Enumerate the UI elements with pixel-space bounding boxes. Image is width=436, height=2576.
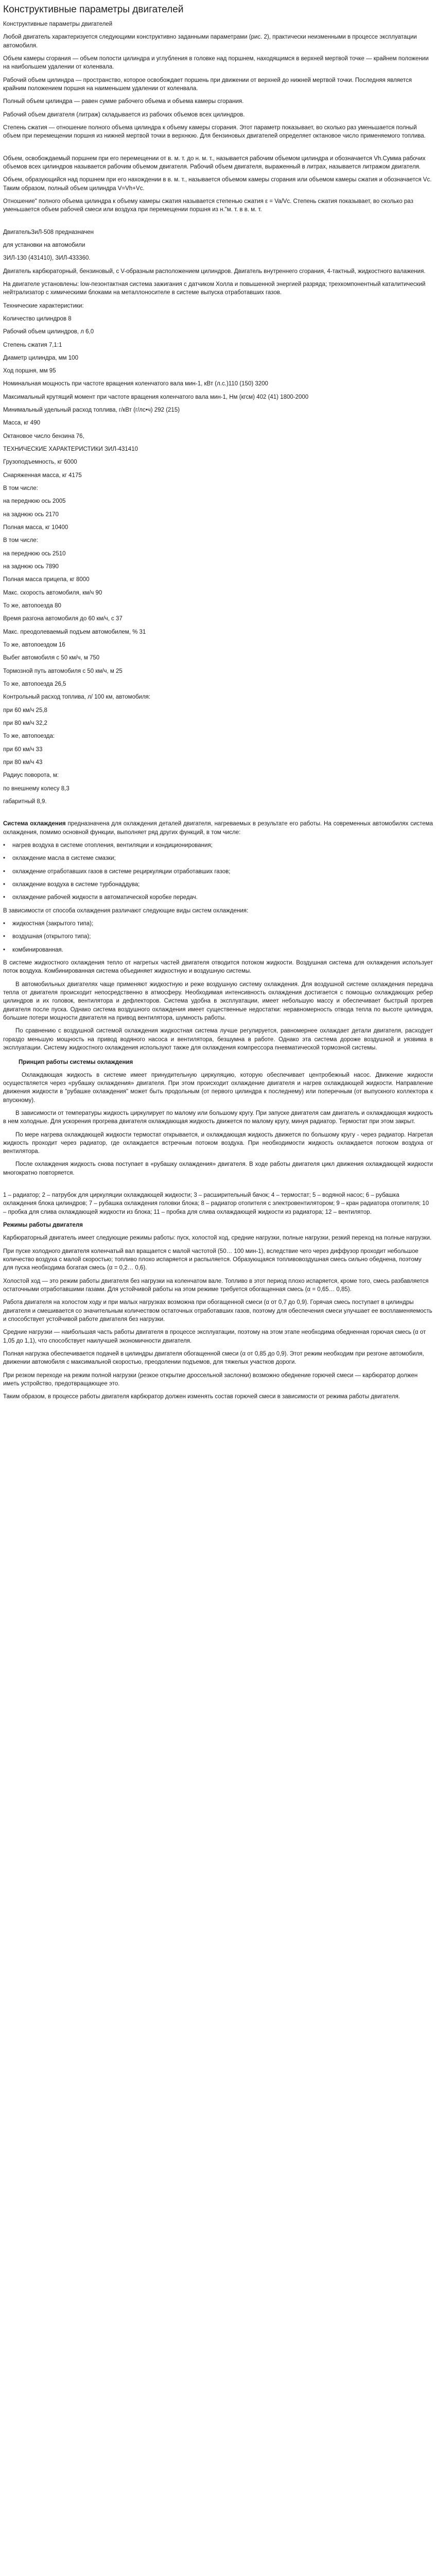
paragraph: ДвигательЗиЛ-508 предназначен: [3, 229, 94, 235]
page-title: Конструктивные параметры двигателей: [3, 4, 184, 15]
paragraph: Грузоподъемность, кг 6000: [3, 459, 77, 466]
paragraph: Рабочий объем цилиндра — пространство, которое освобождает поршень при движении от верхней до нижней мертвой точки. Последняя является крайним положением поршня на наименьшем удалении от коленвала.: [3, 77, 412, 92]
paragraph: [3, 820, 433, 837]
bullet-mark: •: [3, 842, 6, 849]
list-item: [3, 920, 433, 928]
paragraph: В зависимости от способа охлаждения различают следующие виды систем охлаждения:: [3, 907, 249, 914]
paragraph: при 80 км/ч 32,2: [3, 720, 47, 727]
paragraph: Минимальный удельный расход топлива, г/кВт (г/лс•ч) 292 (215): [3, 407, 180, 414]
paragraph: на заднюю ось 2170: [3, 511, 59, 518]
paragraph: В том числе:: [3, 485, 38, 492]
paragraph: Тормозной путь автомобиля с 50 км/ч, м 25: [3, 668, 123, 674]
list-item-text: воздушная (открытого типа);: [12, 934, 91, 940]
list-item-text: нагрев воздуха в системе отопления, вентиляции и кондиционирования;: [12, 842, 213, 849]
paragraph: Масса, кг 490: [3, 420, 40, 427]
paragraph: по внешнему колесу 8,3: [3, 785, 69, 792]
bullet-mark: •: [3, 946, 6, 953]
document: [3, 3, 433, 1401]
paragraph: По сравнению с воздушной системой охлаждения жидкостная система лучше регулируется, равномернее охлаждает детали двигателя, расходует гораздо меньшую мощность на привод водяного насоса и вентилятора, безшумна в работе. Однако эта система дороже воздушной и уязвима в эксплуатации. Систему жидкостного охлаждения используют также для охлаждения компрессора пневматической тормозной системы.: [3, 1028, 433, 1051]
paragraph: на заднюю ось 7890: [3, 564, 59, 570]
paragraph: Степень сжатия 7,1:1: [3, 342, 62, 348]
paragraph: Любой двигатель характеризуется следующими конструктивно заданными параметрами (рис. 2), практически неизменными в процессе эксплуатации автомобиля.: [3, 34, 417, 49]
spacer: [3, 145, 433, 155]
inline-heading: Система охлаждения: [3, 821, 66, 827]
bullet-mark: •: [3, 868, 6, 875]
paragraph: Полная масса, кг 10400: [3, 524, 68, 531]
paragraph: То же, автопоезда:: [3, 733, 55, 740]
paragraph: Двигатель карбюраторный, бензиновый, с V-образным расположением цилиндров. Двигатель внутреннего сгорания, 4-тактный, жидкостного валажения.: [3, 268, 426, 275]
paragraph: При пуске холодного двигателя коленчатый вал вращается с малой частотой (50… 100 мин-1), вследствие чего через диффузор проходит небольшое количество воздуха с малой скоростью; топливо плохо испаряется и распыляется. Образующаяся топливовоздушная смесь сильно обеднена, поэтому для пуска необходима богатая смесь (α = 0,2… 0,6).: [3, 1248, 422, 1272]
list-item: [3, 893, 433, 902]
paragraph: При резком переходе на режим полной нагрузки (резкое открытие дроссельной заслонки) возможно обеднение горючей смеси — карбюратор должен иметь устройство, предотвращающее это.: [3, 1372, 418, 1387]
bullet-mark: •: [3, 920, 6, 927]
paragraph: ЗИЛ-130 (431410), ЗИЛ-433360.: [3, 255, 91, 262]
paragraph: Средние нагрузки — наибольшая часть работы двигателя в процессе эксплуатации, поэтому на этом этапе необходима обедненная горючая смесь (α от 1,05 до 1,1), что способствует наилучшей экономичности двигателя.: [3, 1329, 426, 1344]
paragraph: По мере нагрева охлаждающей жидкости термостат открывается, и охлаждающая жидкость движется по большому кругу - через радиатор. Нагретая жидкость проходит через радиатор, где охлаждается встречным потоком воздуха. При необходимости жидкость охлаждается потоком воздуха от вентилятора.: [3, 1131, 433, 1155]
list-item-text: охлаждение рабочей жидкости в автоматической коробке передач.: [12, 894, 198, 901]
list-item: [3, 880, 433, 889]
list-item-text: охлаждение масла в системе смазки;: [12, 855, 116, 862]
paragraph: Рабочий объем цилиндров, л 6,0: [3, 329, 94, 335]
list-item: [3, 946, 433, 954]
paragraph: В том числе:: [3, 537, 38, 544]
paragraph: Полная масса прицепа, кг 8000: [3, 577, 90, 583]
paragraph: То же, автопоездом 16: [3, 642, 65, 649]
paragraph: габаритный 8,9.: [3, 798, 47, 805]
paragraph: Номинальная мощность при частоте вращения коленчатого вала мин-1, кВт (л.с.)110 (150) 3200: [3, 381, 268, 387]
paragraph: Работа двигателя на холостом ходу и при малых нагрузках возможна при обогащенной смеси (α от 0,7 до 0,9). Горячая смесь поступает в цилиндры двигателя и смешивается со значительным количеством остаточных отработавших газов, поэтому для обеспечения смеси улучшает ее воспламеняемость и способствует устойчивой работе двигателя без нагрузки.: [3, 1299, 432, 1323]
paragraph: Радиус поворота, м:: [3, 772, 59, 779]
list-item: [3, 841, 433, 850]
list-item-text: охлаждение воздуха в системе турбонаддува;: [12, 881, 140, 888]
paragraph: Макс. скорость автомобиля, км/ч 90: [3, 589, 102, 596]
paragraph: Охлаждающая жидкость в системе имеет принудительную циркуляцию, которую обеспечивает центробежный насос. Движение жидкости осуществляется через «рубашку охлаждения» двигателя. При этом происходит охлаждение двигателя и нагрев охлаждающей жидкости. Направление движения жидкости в "рубашке охлаждения" может быть продольным (от первого цилиндра к последнему) или поперечным (от выпускного коллектора к впускному).: [3, 1072, 433, 1104]
paragraph: Объем, образующийся над поршнем при его нахождении в в. м. т., называется объемом камеры сгорания или объемом камеры сжатия и обозначается Vc. Таким образом, полный объем цилиндра V=Vh+Vc.: [3, 177, 432, 192]
paragraph: То же, автопоезда 26,5: [3, 681, 66, 688]
paragraph: Макс. преодолеваемый подъем автомобилем, % 31: [3, 629, 146, 635]
list-item: [3, 868, 433, 876]
bullet-mark: •: [3, 934, 6, 940]
paragraph-text: предназначена для охлаждения деталей двигателя, нагреваемых в результате его работы. На современных автомобилях система охлаждения, помимо основной функции, выполняет ряд других функций, в том числе:: [3, 821, 433, 836]
paragraph: Полный объем цилиндра — равен сумме рабочего объема и объема камеры сгорания.: [3, 98, 244, 105]
paragraph: Максимальный крутящий момент при частоте вращения коленчатого вала мин-1, Нм (кгсм) 402 (41) 1800-2000: [3, 394, 309, 400]
paragraph: при 80 км/ч 43: [3, 759, 43, 766]
paragraph: Степень сжатия — отношение полного объема цилиндра к объему камеры сгорания. Этот параметр показывает, во сколько раз уменьшается полный объем при перемещении поршня из нижней мертвой точки в верхнюю. Для бензиновых двигателей определяет октановое число применяемого топлива.: [3, 124, 426, 140]
paragraph: В системе жидкостного охлаждения тепло от нагретых частей двигателя отводится потоком жидкости. Воздушная система для охлаждения использует поток воздуха. Комбинированная система объединяет жидкостную и воздушную системы.: [3, 959, 433, 975]
paragraph: ТЕХНИЧЕСКИЕ ХАРАКТЕРИСТИКИ ЗИЛ-431410: [3, 446, 138, 453]
bullet-mark: •: [3, 894, 6, 901]
spacer: [3, 219, 433, 228]
paragraph: То же, автопоезда 80: [3, 603, 61, 609]
paragraph: Конструктивные параметры двигателей: [3, 21, 113, 27]
bullet-mark: •: [3, 881, 6, 888]
list-item: [3, 854, 433, 862]
spacer: [3, 810, 433, 820]
section-heading: Принцип работы системы охлаждения: [19, 1059, 133, 1066]
paragraph: 1 – радиатор; 2 – патрубок для циркуляции охлаждающей жидкости; 3 – расширительный бачок; 4 – термостат; 5 – водяной насос; 6 – рубашка охлаждения блока цилиндров; 7 – рубашка охлаждения головки блока; 8 – радиатор отопителя с электровентилятором; 9 – кран радиатора отопителя; 10 – пробка для слива охлаждающей жидкости из блока; 11 – пробка для слива охлаждающей жидкости из радиатора; 12 – вентилятор.: [3, 1192, 429, 1215]
paragraph: Холостой ход — это режим работы двигателя без нагрузки на коленчатом вале. Топливо в этот период плохо испаряется, кроме того, смесь разбавляется остаточными отработавшими газами. Для устойчивой работы на этом режиме требуется обогащенная смесь (α = 0,65… 0,85).: [3, 1278, 429, 1293]
list-item-text: охлаждение отработавших газов в системе рециркуляции отработавших газов;: [12, 868, 231, 875]
paragraph: для установки на автомобили: [3, 242, 85, 248]
paragraph: при 60 км/ч 25,8: [3, 707, 47, 714]
paragraph: Карбюраторный двигатель имеет следующие режимы работы: пуск, холостой ход, средние нагрузки, полные нагрузки, резкий переход на полные нагрузки.: [3, 1235, 432, 1242]
paragraph: Время разгона автомобиля до 60 км/ч, с 37: [3, 616, 123, 622]
paragraph: Снаряженная масса, кг 4175: [3, 472, 82, 479]
document-body: [3, 20, 433, 1401]
section-heading: Режимы работы двигателя: [3, 1222, 83, 1229]
paragraph: Объем камеры сгорания — объем полости цилиндра и углубления в головке над поршнем, находящимся в верхней мертвой точке — крайнем положении на наибольшем удалении от коленвала.: [3, 55, 429, 71]
paragraph: Объем, освобождаемый поршнем при его перемещении от в. м. т. до н. м. т., называется рабочим объемом цилиндра и обозначается Vh.Сумма рабочих объемов всех цилиндров называется рабочим объемом двигателя. Рабочий объем двигателя, выраженный в литрах, называется литражом двигателя.: [3, 155, 426, 170]
paragraph: В зависимости от температуры жидкость циркулирует по малому или большому кругу. При запуске двигателя сам двигатель и охлаждающая жидкость в нем холодные. Для ускорения прогрева двигателя охлаждающая жидкость движется по малому кругу, минуя радиатор. Термостат при этом закрыт.: [3, 1110, 433, 1125]
paragraph: Ход поршня, мм 95: [3, 368, 56, 375]
paragraph: Отношение" полного объема цилиндра к объему камеры сжатия называется степенью сжатия ε = Va/Vc. Степень сжатия показывает, во сколько раз уменьшается объем рабочей смеси или воздуха при перемещении поршня из н."м. т. в в. м. т.: [3, 198, 413, 213]
paragraph: на переднюю ось 2005: [3, 498, 66, 505]
paragraph: на переднюю ось 2510: [3, 550, 66, 557]
paragraph: Технические характеристики:: [3, 302, 84, 309]
paragraph: Выбег автомобиля с 50 км/ч, м 750: [3, 655, 100, 662]
list-item-text: жидкостная (закрытого типа);: [12, 920, 94, 927]
list-item: [3, 933, 433, 941]
list-item-text: комбинированная.: [12, 946, 63, 953]
paragraph: На двигателе установлены: low-пезонтактная система зажигания с датчиком Холла и повышенной энергией разряда; трехкомпонентный каталитический нейтрализатор с химическими блоками на металлоносителе в системе выпуска отработавших газов.: [3, 281, 426, 296]
paragraph: Рабочий объем двигателя (литраж) складывается из рабочих объемов всех цилиндров.: [3, 111, 245, 118]
paragraph: при 60 км/ч 33: [3, 746, 43, 753]
spacer: [3, 1182, 433, 1191]
paragraph: Октановое число бензина 76,: [3, 433, 84, 439]
paragraph: После охлаждения жидкость снова поступает в «рубашку охлаждения» двигателя. В ходе работы двигателя цикл движения охлаждающей жидкости многократно повторяется.: [3, 1161, 433, 1176]
paragraph: Количество цилиндров 8: [3, 315, 72, 322]
paragraph: В автомобильных двигателях чаще применяют жидкостную и реже воздушную систему охлаждения. Для воздушной системе охлаждения передача тепла от двигателя происходит непосредственно в атмосферу. Необходимая интенсивность охлаждения достигается с помощью охлаждающих ребер цилиндров и их головок, вентилятора и дефлекторов. Система удобна в эксплуатации, имеет небольшую массу и обеспечивает быстрый прогрев двигателя после пуска. Однако система воздушного охлаждения имеет существенные недостатки: неравномерность отвода тепла по высоте цилиндра, большие потери мощности двигателя на привод вентилятора, шумность работы.: [3, 981, 433, 1021]
paragraph: Контрольный расход топлива, л/ 100 км, автомобиля:: [3, 694, 151, 701]
bullet-mark: •: [3, 855, 6, 862]
paragraph: Полная нагрузка обеспечивается подачей в цилиндры двигателя обогащенной смеси (α от 0,85 до 0,9). Этот режим необходим при резгоне автомобиля, движении автомобиля с максимальной скоростью, преодолении подъемов, для тяжелых участков дороги.: [3, 1351, 424, 1366]
paragraph: Таким образом, в процессе работы двигателя карбюратор должен изменять состав горючей смеси в зависимости от режима работы двигателя.: [3, 1394, 400, 1400]
paragraph: Диаметр цилиндра, мм 100: [3, 354, 78, 361]
